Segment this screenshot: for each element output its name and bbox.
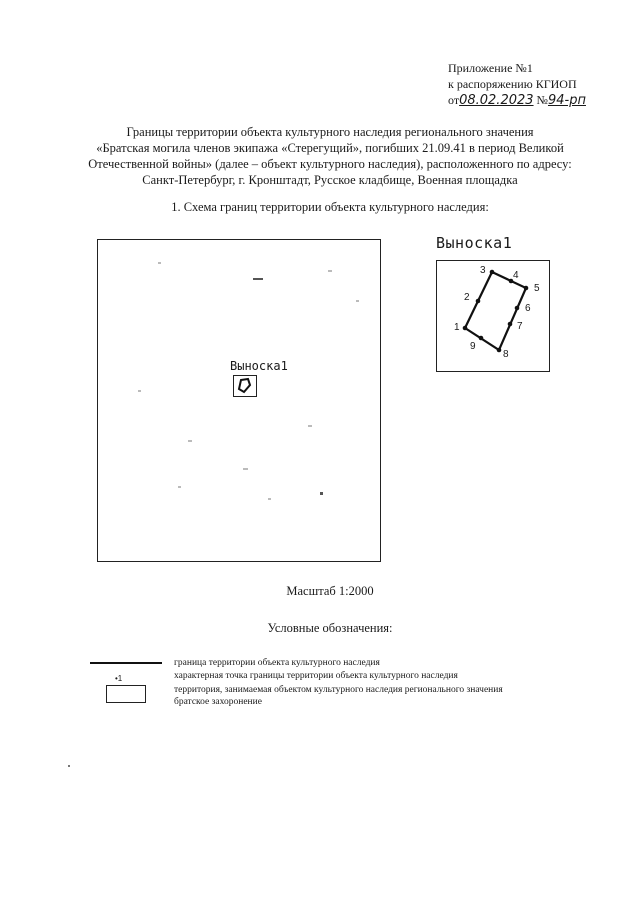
inset-plot (437, 261, 549, 371)
legend-boundary-line-symbol (90, 662, 162, 664)
section-heading: 1. Схема границ территории объекта культурного наследия: (171, 200, 489, 214)
title-line4: Санкт-Петербург, г. Кронштадт, Русское кладбище, Военная площадка (142, 173, 518, 187)
point-label: 9 (470, 341, 476, 352)
map-speck (243, 468, 248, 470)
map-speck (178, 486, 181, 488)
boundary-map (97, 239, 381, 562)
point-label: 3 (480, 265, 486, 276)
boundary-point-9 (479, 336, 484, 341)
page-speck (68, 765, 70, 767)
map-speck (268, 498, 271, 500)
title-line3: Отечественной войны» (далее – объект культурного наследия), расположенного по адресу: (88, 157, 572, 171)
map-speck (158, 262, 161, 264)
map-speck (328, 270, 332, 272)
map-speck (188, 440, 192, 442)
plot-boundary (465, 272, 526, 350)
boundary-point-6 (515, 306, 520, 311)
annex-date-prefix: от (448, 93, 460, 107)
boundary-point-2 (476, 299, 481, 304)
boundary-point-5 (524, 286, 529, 291)
map-callout-label: Выноска1 (230, 359, 288, 373)
annex-line1: Приложение №1 (448, 61, 533, 75)
legend-territory-symbol (106, 685, 146, 703)
point-label: 1 (454, 322, 460, 333)
map-speck (320, 492, 323, 495)
title-line1: Границы территории объекта культурного наследия регионального значения (126, 125, 534, 139)
document-title (70, 124, 590, 188)
point-label: 7 (517, 321, 523, 332)
point-label: 5 (534, 283, 540, 294)
boundary-point-8 (497, 348, 502, 353)
inset-title: Выноска1 (436, 234, 513, 252)
map-plot-symbol (234, 376, 256, 396)
legend-item-burial: братское захоронение (174, 697, 262, 707)
legend-title: Условные обозначения: (267, 621, 393, 635)
map-scale: Масштаб 1:2000 (286, 584, 374, 598)
point-label: 2 (464, 292, 470, 303)
legend-point-symbol: •1 (115, 674, 123, 683)
map-callout-box (233, 375, 257, 397)
legend-item-boundary: граница территории объекта культурного наследия (174, 658, 380, 668)
annex-header (448, 60, 586, 109)
annex-number: 94-рп (547, 93, 586, 108)
map-speck (138, 390, 141, 392)
boundary-point-1 (463, 326, 468, 331)
inset-frame (436, 260, 550, 372)
point-label: 8 (503, 349, 509, 360)
title-line2: «Братская могила членов экипажа «Стерегущий», погибших 21.09.41 в период Великой (96, 141, 564, 155)
map-speck (253, 278, 263, 280)
map-speck (356, 300, 359, 302)
annex-line2: к распоряжению КГИОП (448, 77, 577, 91)
annex-date: 08.02.2023 (459, 93, 534, 108)
legend-item-point: характерная точка границы территории объекта культурного наследия (174, 671, 458, 681)
boundary-point-7 (508, 322, 513, 327)
annex-number-prefix: № (536, 93, 548, 107)
point-label: 6 (525, 303, 531, 314)
annex-line3 (448, 92, 586, 109)
map-speck (308, 425, 312, 427)
boundary-point-3 (490, 270, 495, 275)
legend-item-territory: территория, занимаемая объектом культурного наследия регионального значения (174, 685, 503, 695)
point-label: 4 (513, 270, 519, 281)
